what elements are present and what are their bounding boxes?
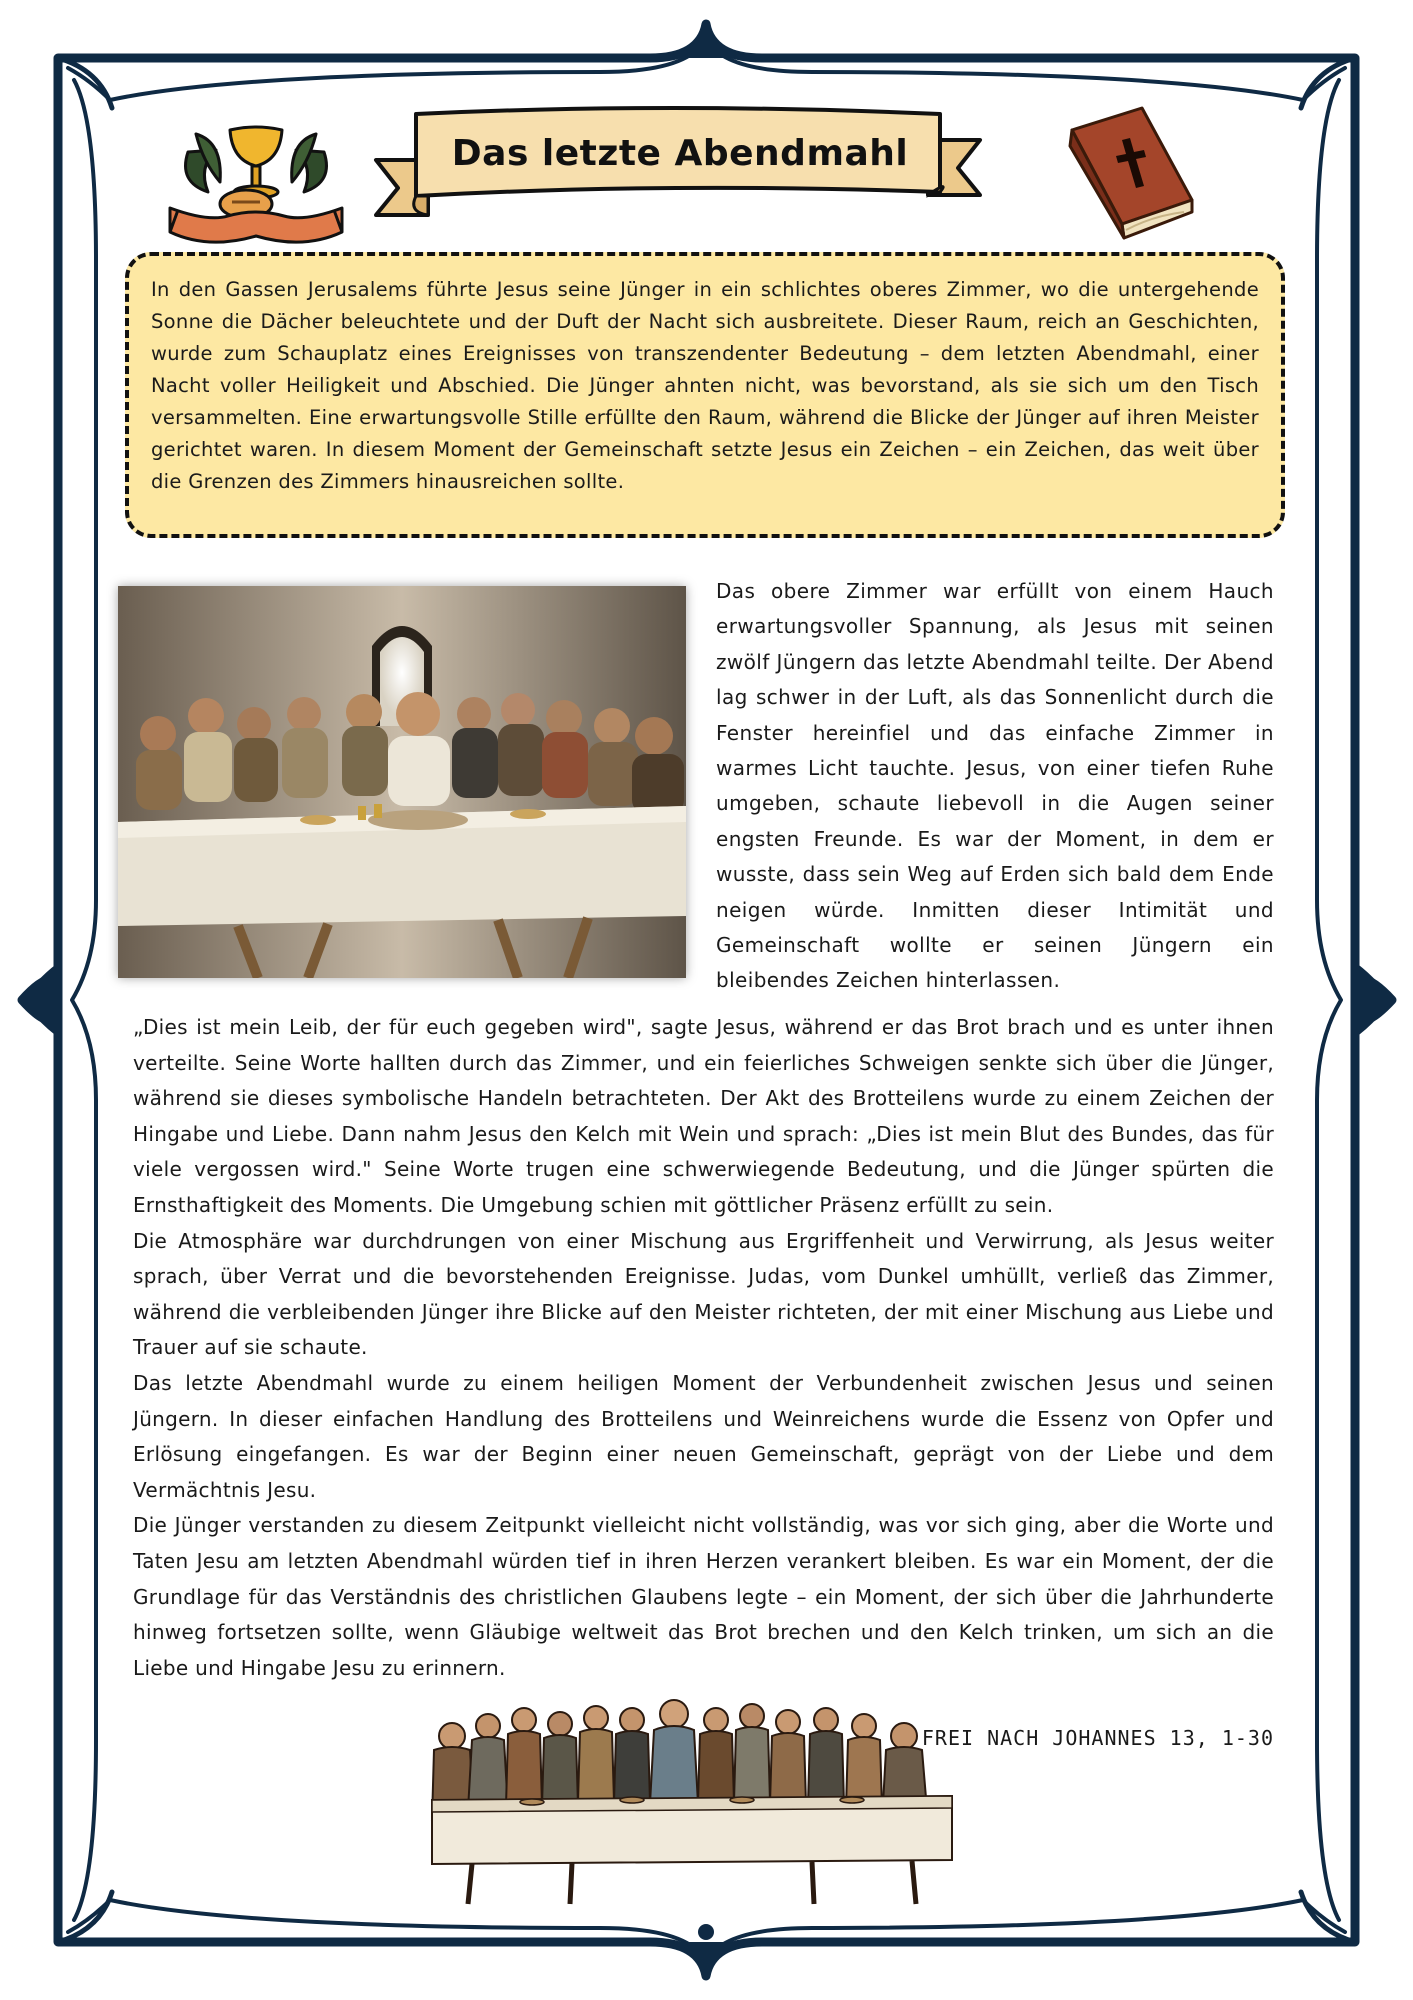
source-citation: FREI NACH JOHANNES 13, 1-30 <box>921 1726 1274 1750</box>
intro-text: In den Gassen Jerusalems führte Jesus seine Jünger in ein schlichtes oberes Zimmer, wo die untergehende Sonne die Dächer beleuchtete und der Duft der Nacht sich ausbreitete. Dieser Raum, reich an Geschichten, wurde zum Schauplatz eines Ereignisses von transzendenter Bedeutung – dem letzten Abendmahl, einer Nacht voller Heiligkeit und Abschied. Die Jünger ahnten nicht, was bevorstand, als sie sich um den Tisch versammelten. Eine erwartungsvolle Stille erfüllte den Raum, während die Blicke der Jünger auf ihren Meister gerichtet waren. In diesem Moment der Gemeinschaft setzte Jesus ein Zeichen – ein Zeichen, das weit über die Grenzen des Zimmers hinausreichen sollte. <box>151 278 1259 493</box>
paragraph: Die Atmosphäre war durchdrungen von einer Mischung aus Ergriffenheit und Verwirrung, als Jesus weiter sprach, über Verrat und die bevorstehenden Ereignisse. Judas, vom Dunkel umhüllt, verließ das Zimmer, während die verbleibenden Jünger ihre Blicke auf den Meister richteten, der mit einer Mischung aus Liebe und Trauer auf sie schaute. <box>133 1228 1274 1360</box>
last-supper-illustration <box>412 1690 972 1912</box>
intro-box <box>125 252 1285 538</box>
last-supper-photo <box>118 586 686 978</box>
hands-chalice-bread-icon <box>168 112 344 252</box>
paragraph: Die Jünger verstanden zu diesem Zeitpunkt vielleicht nicht vollständig, was vor sich ging, aber die Worte und Taten Jesu am letzten Abendmahl würden tief in ihren Herzen verankert bleiben. Es war ein Moment, der die Grundlage für das Verständnis des christlichen Glaubens legte – ein Moment, der sich über die Jahrhunderte hinweg fortsetzen sollte, wenn Gläubige weltweit das Brot brechen und den Kelch trinken, um sich an die Liebe und Hingabe Jesu zu erinnern. <box>133 1513 1274 1680</box>
side-paragraph: Das obere Zimmer war erfüllt von einem Hauch erwartungsvoller Spannung, als Jesus mit seinen zwölf Jüngern das letzte Abendmahl teilte. Der Abend lag schwer in der Luft, als das Sonnenlicht durch die Fenster hereinfiel und das einfache Zimmer in warmes Licht tauchte. Jesus, von einer tiefen Ruhe umgeben, schaute liebevoll in die Augen seiner engsten Freunde. Es war der Moment, in dem er wusste, dass sein Weg auf Erden sich bald dem Ende neigen würde. Inmitten dieser Intimität und Gemeinschaft wollte er seinen Jüngern ein bleibendes Zeichen hinterlassen. <box>716 579 1274 993</box>
paragraph: „Dies ist mein Leib, der für euch gegeben wird", sagte Jesus, während er das Brot brach und es unter ihnen verteilte. Seine Worte hallten durch das Zimmer, und ein feierliches Schweigen senkte sich über die Jünger, während sie dieses symbolische Handeln betrachteten. Der Akt des Brotteilens wurde zu einem Zeichen der Hingabe und Liebe. Dann nahm Jesus den Kelch mit Wein und sprach: „Dies ist mein Blut des Bundes, das für viele vergossen wird." Seine Worte trugen eine schwerwiegende Bedeutung, und die Jünger spürten die Ernsthaftigkeit des Moments. Die Umgebung schien mit göttlicher Präsenz erfüllt zu sein. <box>133 1015 1274 1217</box>
bible-book-icon <box>1052 100 1202 250</box>
page-title: Das letzte Abendmahl <box>451 132 909 174</box>
body-text <box>133 1010 1274 1686</box>
paragraph: Das letzte Abendmahl wurde zu einem heiligen Moment der Verbundenheit zwischen Jesus und seinen Jüngern. In dieser einfachen Handlung des Brotteilens und Weinreichens wurde die Essenz von Opfer und Erlösung eingefangen. Es war der Beginn einer neuen Gemeinschaft, geprägt von der Liebe und dem Vermächtnis Jesu. <box>133 1370 1274 1502</box>
